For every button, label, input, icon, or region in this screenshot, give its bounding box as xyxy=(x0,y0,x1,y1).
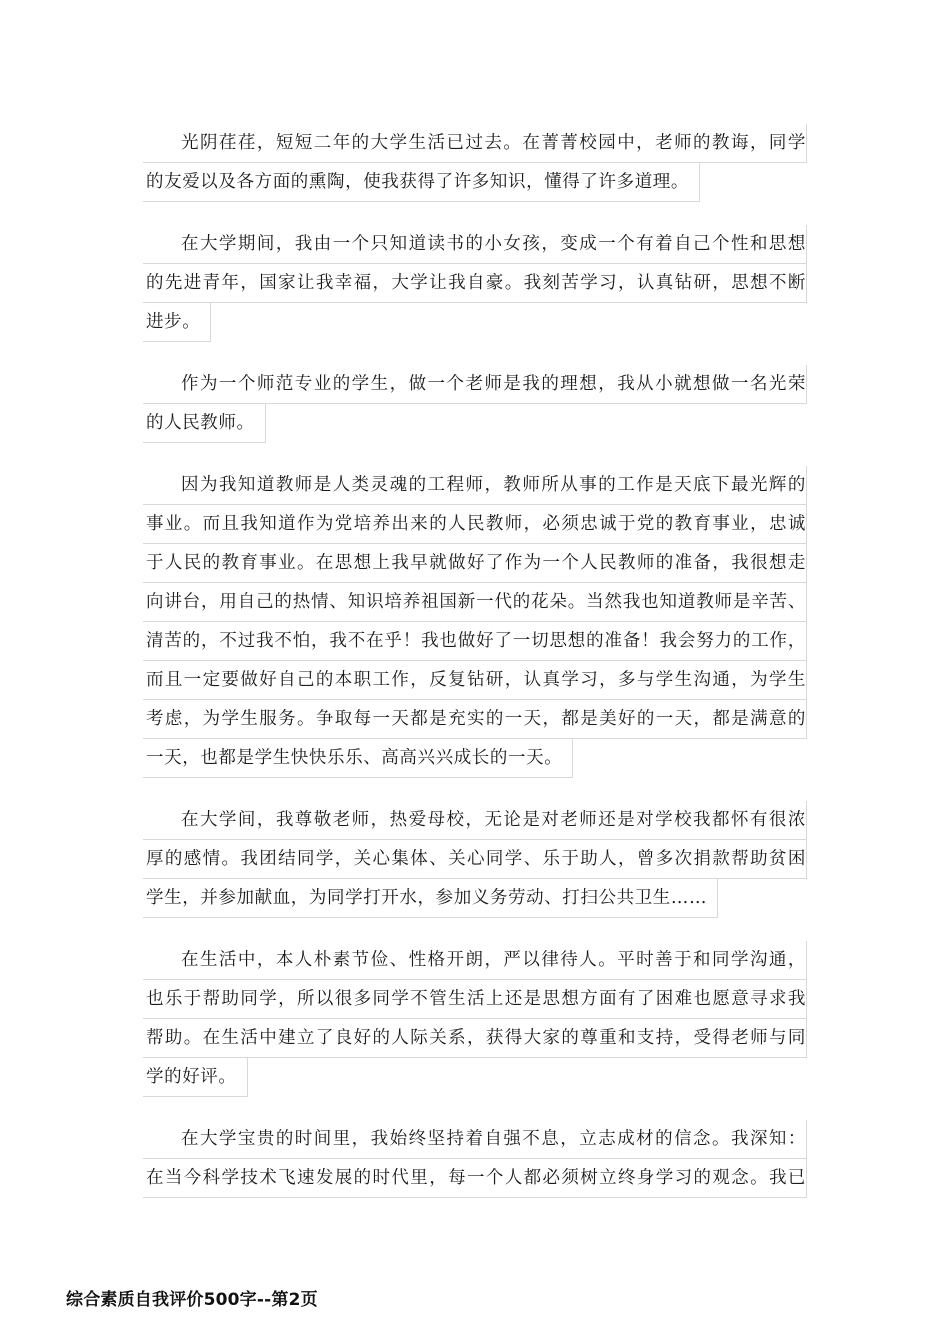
paragraph-line: 的友爱以及各方面的熏陶，使我获得了许多知识，懂得了许多道理。 xyxy=(143,163,700,202)
page-footer: 综合素质自我评价500字--第2页 xyxy=(66,1290,318,1310)
paragraph xyxy=(143,941,807,1101)
paragraph xyxy=(143,801,807,922)
paragraph-line: 帮助。在生活中建立了良好的人际关系，获得大家的尊重和支持，受得老师与同 xyxy=(143,1019,807,1058)
paragraph-line: 清苦的，不过我不怕，我不在乎！我也做好了一切思想的准备！我会努力的工作， xyxy=(143,622,807,661)
paragraph-line: 而且一定要做好自己的本职工作，反复钻研，认真学习，多与学生沟通，为学生 xyxy=(143,661,807,700)
paragraph xyxy=(143,1120,807,1198)
paragraph-line: 一天，也都是学生快快乐乐、高高兴兴成长的一天。 xyxy=(143,739,573,778)
paragraph xyxy=(143,124,807,206)
paragraph-line: 作为一个师范专业的学生，做一个老师是我的理想，我从小就想做一名光荣 xyxy=(143,365,807,404)
paragraph-line: 在当今科学技术飞速发展的时代里，每一个人都必须树立终身学习的观念。我已 xyxy=(143,1159,807,1198)
paragraph-line: 进步。 xyxy=(143,303,211,342)
paragraph xyxy=(143,365,807,447)
paragraph-line: 在生活中，本人朴素节俭、性格开朗，严以律待人。平时善于和同学沟通， xyxy=(143,941,807,980)
paragraph-line: 在大学宝贵的时间里，我始终坚持着自强不息，立志成材的信念。我深知： xyxy=(143,1120,807,1159)
paragraph-line: 学生，并参加献血，为同学打开水，参加义务劳动、打扫公共卫生…… xyxy=(143,879,718,918)
paragraph-line: 因为我知道教师是人类灵魂的工程师，教师所从事的工作是天底下最光辉的 xyxy=(143,466,807,505)
paragraph-line: 向讲台，用自己的热情、知识培养祖国新一代的花朵。当然我也知道教师是辛苦、 xyxy=(143,583,807,622)
paragraph-line: 的人民教师。 xyxy=(143,404,266,443)
paragraph-line: 光阴荏荏，短短二年的大学生活已过去。在菁菁校园中，老师的教诲，同学 xyxy=(143,124,807,163)
paragraph-line: 在大学期间，我由一个只知道读书的小女孩，变成一个有着自己个性和思想 xyxy=(143,225,807,264)
paragraph-line: 在大学间，我尊敬老师，热爱母校，无论是对老师还是对学校我都怀有很浓 xyxy=(143,801,807,840)
paragraph-line: 也乐于帮助同学，所以很多同学不管生活上还是思想方面有了困难也愿意寻求我 xyxy=(143,980,807,1019)
paragraph-line: 学的好评。 xyxy=(143,1058,248,1097)
paragraph-line: 事业。而且我知道作为党培养出来的人民教师，必须忠诚于党的教育事业，忠诚 xyxy=(143,505,807,544)
paragraph-line: 于人民的教育事业。在思想上我早就做好了作为一个人民教师的准备，我很想走 xyxy=(143,544,807,583)
paragraph xyxy=(143,466,807,782)
paragraph-line: 考虑，为学生服务。争取每一天都是充实的一天，都是美好的一天，都是满意的 xyxy=(143,700,807,739)
paragraph-line: 的先进青年，国家让我幸福，大学让我自豪。我刻苦学习，认真钻研，思想不断 xyxy=(143,264,807,303)
paragraph-line: 厚的感情。我团结同学，关心集体、关心同学、乐于助人，曾多次捐款帮助贫困 xyxy=(143,840,807,879)
paragraph xyxy=(143,225,807,346)
document-body xyxy=(143,124,807,1217)
